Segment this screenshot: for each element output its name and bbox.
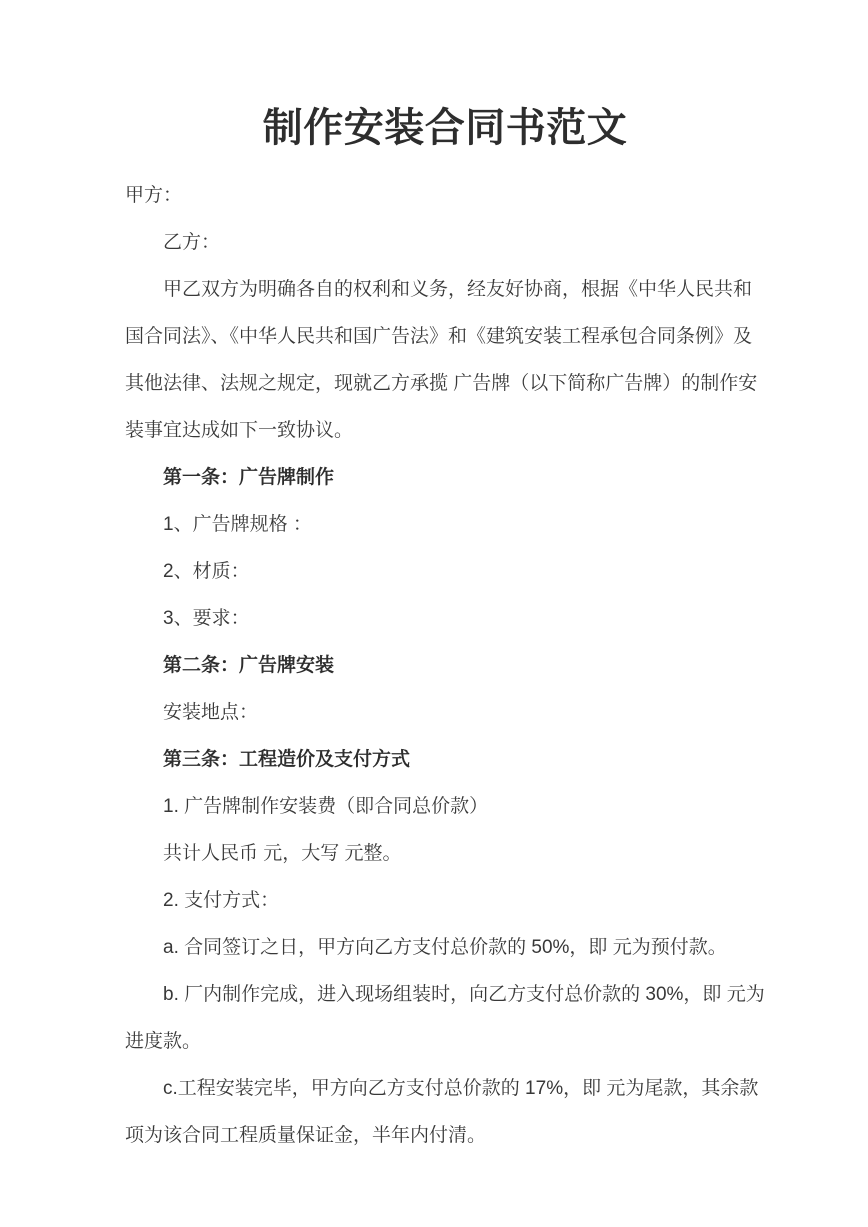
paragraph: 1. 广告牌制作安装费（即合同总价款） <box>163 796 489 817</box>
paragraph: b. 厂内制作完成，进入现场组装时，向乙方支付总价款的 30%，即 元为进度款。 <box>125 984 765 1052</box>
paragraph: 3、要求： <box>163 608 250 629</box>
paragraph: 安装地点： <box>163 702 259 723</box>
document-body <box>125 172 765 1159</box>
paragraph: 第一条：广告牌制作 <box>163 467 335 488</box>
paragraph: c.工程安装完毕，甲方向乙方支付总价款的 17%，即 元为尾款，其余款项为该合同工程质量保证金，半年内付清。 <box>125 1078 759 1146</box>
paragraph: a. 合同签订之日，甲方向乙方支付总价款的 50%，即 元为预付款。 <box>163 937 727 958</box>
paragraph: 乙方： <box>163 232 221 253</box>
paragraph: 甲乙双方为明确各自的权利和义务，经友好协商，根据《中华人民共和国合同法》、《中华人民共和国广告法》和《建筑安装工程承包合同条例》及其他法律、法规之规定，现就乙方承揽 广告牌（以下简称广告牌）的制作安装事宜达成如下一致协议。 <box>125 279 758 441</box>
paragraph: 1、广告牌规格 ： <box>163 514 312 535</box>
paragraph: 2. 支付方式： <box>163 890 280 911</box>
paragraph: 共计人民币 元，大写 元整。 <box>163 843 402 864</box>
paragraph: 第三条：工程造价及支付方式 <box>163 749 411 770</box>
paragraph: 第二条：广告牌安装 <box>163 655 335 676</box>
paragraph: 2、材质： <box>163 561 250 582</box>
paragraph: 甲方： <box>125 185 183 206</box>
document-title: 制作安装合同书范文 <box>262 106 628 150</box>
